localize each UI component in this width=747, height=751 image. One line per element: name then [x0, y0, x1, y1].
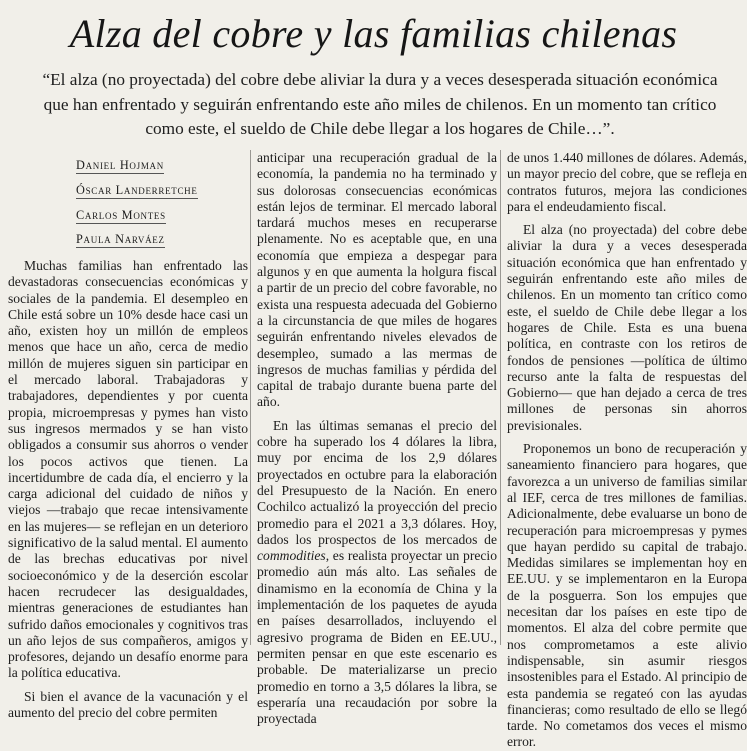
column-2	[257, 150, 497, 727]
column-divider	[250, 150, 251, 645]
paragraph	[257, 418, 497, 728]
paragraph: de unos 1.440 millones de dólares. Además, un mayor precio del cobre, que se refleja en contratos futuros, mejora las condiciones para el endeudamiento fiscal.	[507, 150, 747, 214]
author-name: Óscar Landerretche	[76, 182, 198, 197]
paragraph: Muchas familias han enfrentado las devastadoras consecuencias económicas y sociales de la pandemia. El desempleo en Chile está sobre un 10% desde hace casi un año, existen hoy un millón de empleos menos que hace un año, cerca de medio millón de mujeres siguen sin participar en el mercado laboral. Trabajadoras y trabajadores, dependientes y por cuenta propia, microempresas y pymes han visto sus ingresos mermados y se han visto obligados a consumir sus ahorros o vender los pocos activos que tienen. La incertidumbre de cada día, el encierro y la carga adicional del cuidado de niños y viejos —trabajo que recae intensivamente en las mujeres— se reflejan en un deterioro significativo de la salud mental. El aumento de las brechas educativas por nivel socioeconómico y de la deserción escolar hacen recrudecer las desigualdades, mientras generaciones de estudiantes han sufrido daños emocionales y cognitivos tras un año lejos de sus compañeros, amigos y profesores, dejando un desafío enorme para la política educativa.	[8, 258, 248, 681]
column-divider	[500, 150, 501, 645]
paragraph: Proponemos un bono de recuperación y saneamiento financiero para hogares, que favorezca a un universo de familias similar al IEF, cerca de tres millones de familias. Adicionalmente, debe evaluarse un bono de recuperación para microempresas y pymes que hayan perdido su capital de trabajo. Medidas similares se implementan hoy en EE.UU. y se implementaron en la Europa de la posguerra. Son los empujes que necesitan dar los países en este tipo de momentos. El alza del cobre permite que nos comprometamos a este alivio indispensable, sin asumir riesgos insostenibles para el Estado. Al principio de esta pandemia se regateó con las ayudas financieras; como resultado de ello se llegó tarde. No cometamos dos veces el mismo error.	[507, 441, 747, 750]
author-name: Paula Narváez	[76, 232, 165, 247]
paragraph: anticipar una recuperación gradual de la economía, la pandemia no ha terminado y sus dolorosas consecuencias económicas están lejos de terminar. El mercado laboral tardará muchos meses en recuperarse plenamente. No es aceptable que, en una economía que empieza a despegar para algunos y en que aumenta la holgura fiscal a partir de un precio del cobre favorable, no exista una respuesta adecuada del Gobierno a la circunstancia de que miles de hogares seguirán enfrentando niveles elevados de desempleo, sumado a las mermas de ingresos de muchas familias y pérdida del capital de trabajo durante buena parte del año.	[257, 150, 497, 410]
author-list	[76, 156, 236, 255]
author-name: Daniel Hojman	[76, 158, 164, 172]
lead-quote: “El alza (no proyectada) del cobre debe aliviar la dura y a veces desesperada situación económica que han enfrentado y seguirán enfrentando este año miles de chilenos. En un momento tan crítico como este, el sueldo de Chile debe llegar a los hogares de Chile…”.	[42, 70, 718, 138]
paragraph: El alza (no proyectada) del cobre debe aliviar la dura y a veces desesperada situación económica que han enfrentado y seguirán enfrentando este año miles de chilenos. En un momento tan crítico como este, el sueldo de Chile debe llegar a los hogares de Chile. Esta es una buena política, en contraste con los retiros de fondos de pensiones —política de último recurso ante la falta de respuestas del Gobierno— que han dejado a cerca de tres millones de personas sin ahorros previsionales.	[507, 222, 747, 433]
author-name: Carlos Montes	[76, 207, 166, 222]
paragraph-text: , es realista proyectar un precio promedio aún más alto. Las señales de dinamismo en la economía de China y la implementación de los paquetes de ayuda en países desarrollados, incluyendo el agresivo programa de Biden en EE.UU., permiten pensar en que este escenario es probable. De materializarse un precio promedio en torno a 3,5 dólares la libra, se esperaría una recaudación por sobre la proyectada	[257, 548, 497, 727]
article-title: Alza del cobre y las familias chilenas	[69, 11, 678, 56]
column-1	[8, 258, 248, 721]
paragraph-emphasis: commodities	[257, 548, 326, 564]
column-3	[507, 150, 747, 751]
paragraph-text: En las últimas semanas el precio del cobre ha superado los 4 dólares la libra, muy por encima de los 2,9 dólares proyectados en octubre para la elaboración del Presupuesto de la Nación. En enero Cochilco actualizó la proyección del precio promedio para el 2021 a 3,3 dólares. Hoy, dados los prospectos de los mercados de	[257, 417, 497, 547]
paragraph: Si bien el avance de la vacunación y el aumento del precio del cobre permiten	[8, 688, 248, 721]
